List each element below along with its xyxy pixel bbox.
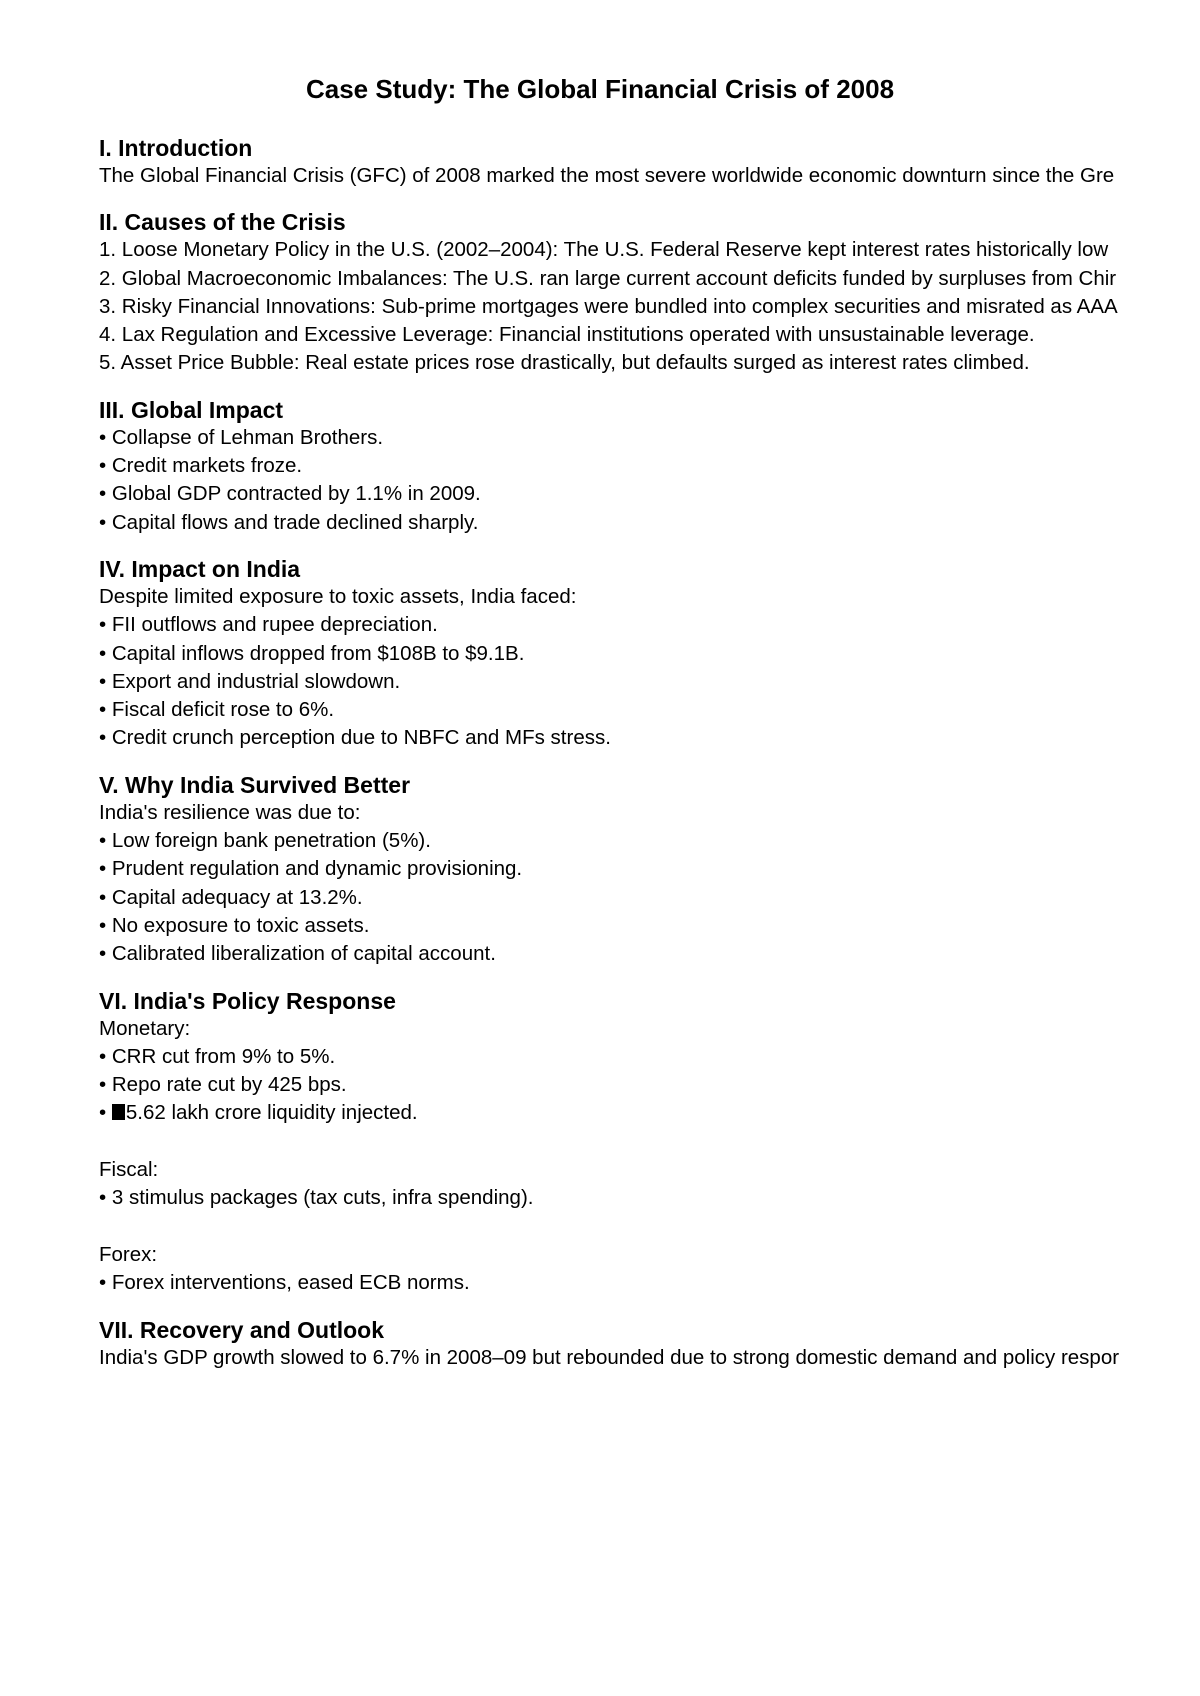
fiscal-label: Fiscal:: [99, 1158, 159, 1182]
bullet-item: • Repo rate cut by 425 bps.: [99, 1073, 347, 1097]
bullet-item: • Export and industrial slowdown.: [99, 669, 401, 693]
numbered-item: 4. Lax Regulation and Excessive Leverage: Financial institutions operated with unsustainable leverage.: [99, 323, 1035, 347]
bullet-item: • FII outflows and rupee depreciation.: [99, 613, 438, 637]
section-policy-response: [99, 987, 1200, 1298]
section-heading: III. Global Impact: [99, 396, 284, 423]
section-heading: VI. India's Policy Response: [99, 987, 396, 1014]
bullet-item: • Low foreign bank penetration (5%).: [99, 829, 431, 853]
bullet-item: • No exposure to toxic assets.: [99, 913, 370, 937]
section-introduction: [99, 134, 1200, 190]
section-why-india-survived: [99, 771, 1200, 969]
section-heading: II. Causes of the Crisis: [99, 209, 346, 236]
section-heading: V. Why India Survived Better: [99, 771, 411, 798]
bullet-item: • Fiscal deficit rose to 6%.: [99, 698, 335, 722]
bullet-item: • Capital adequacy at 13.2%.: [99, 885, 363, 909]
bullet-item: • Credit crunch perception due to NBFC and MFs stress.: [99, 726, 611, 750]
numbered-item: 1. Loose Monetary Policy in the U.S. (2002–2004): The U.S. Federal Reserve kept interest rates historically low: [99, 238, 1109, 262]
paragraph-line: Despite limited exposure to toxic assets, India faced:: [99, 584, 577, 608]
section-heading: I. Introduction: [99, 135, 253, 161]
forex-label: Forex:: [99, 1242, 158, 1266]
bullet-item: • Prudent regulation and dynamic provisioning.: [99, 857, 523, 881]
bullet-item: • Forex interventions, eased ECB norms.: [99, 1271, 470, 1295]
bullet-marker: •: [99, 1101, 112, 1125]
bullet-item-liquidity: [99, 1099, 1200, 1127]
bullet-item: • Capital inflows dropped from $108B to $9.1B.: [99, 641, 525, 665]
section-global-impact: [99, 396, 1200, 537]
section-causes: [99, 208, 1200, 377]
numbered-item: 5. Asset Price Bubble: Real estate prices rose drastically, but defaults surged as interest rates climbed.: [99, 351, 1030, 375]
bullet-item: • Calibrated liberalization of capital account.: [99, 942, 496, 966]
section-impact-on-india: [99, 555, 1200, 753]
numbered-item: 3. Risky Financial Innovations: Sub-prime mortgages were bundled into complex securities and misrated as AAA: [99, 294, 1118, 318]
bullet-item: • Global GDP contracted by 1.1% in 2009.: [99, 482, 481, 506]
bullet-item: • Credit markets froze.: [99, 454, 303, 478]
bullet-item: • Collapse of Lehman Brothers.: [99, 425, 384, 449]
document-body: [99, 134, 1200, 1390]
section-heading: IV. Impact on India: [99, 555, 301, 582]
missing-glyph-icon: [112, 1104, 125, 1120]
bullet-item: • Capital flows and trade declined sharply.: [99, 510, 479, 534]
numbered-item: 2. Global Macroeconomic Imbalances: The U.S. ran large current account deficits funded by surpluses from Chir: [99, 266, 1117, 290]
liquidity-text: 5.62 lakh crore liquidity injected.: [125, 1101, 418, 1125]
paragraph-line: India's GDP growth slowed to 6.7% in 2008–09 but rebounded due to strong domestic demand and policy respor: [99, 1345, 1120, 1369]
spacer: [99, 1128, 1200, 1156]
section-heading: VII. Recovery and Outlook: [99, 1316, 385, 1343]
paragraph-line: The Global Financial Crisis (GFC) of 2008 marked the most severe worldwide economic downturn since the Gre: [99, 164, 1115, 187]
section-recovery-outlook: [99, 1316, 1200, 1372]
document-title: Case Study: The Global Financial Crisis of 2008: [305, 74, 895, 104]
paragraph-line: India's resilience was due to:: [99, 800, 361, 824]
bullet-item: • CRR cut from 9% to 5%.: [99, 1044, 336, 1068]
bullet-item: • 3 stimulus packages (tax cuts, infra spending).: [99, 1186, 534, 1210]
spacer: [99, 1213, 1200, 1241]
monetary-label: Monetary:: [99, 1016, 191, 1040]
